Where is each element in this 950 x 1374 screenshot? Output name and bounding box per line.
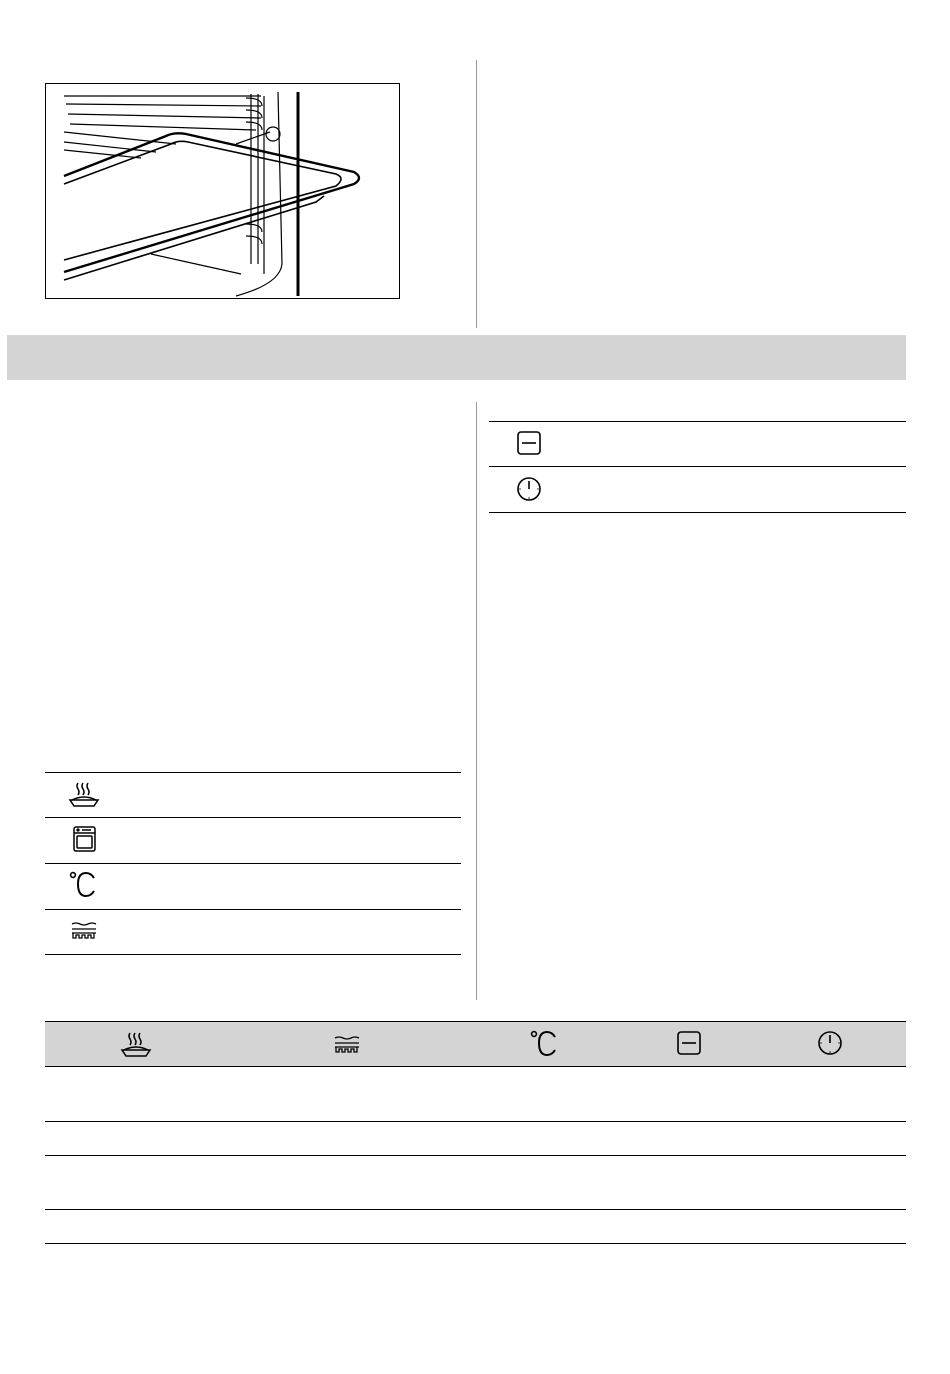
table-row <box>45 1121 906 1122</box>
right-list-rule <box>489 512 906 513</box>
celsius-icon <box>68 870 100 900</box>
left-list-rule <box>45 817 461 818</box>
left-list-rule <box>45 863 461 864</box>
left-list-rule <box>45 772 461 773</box>
clock-icon <box>817 1030 845 1058</box>
left-list-rule <box>45 909 461 910</box>
celsius-icon <box>529 1029 561 1059</box>
oven-icon <box>72 826 100 854</box>
heating-element-icon <box>333 1034 363 1058</box>
table-row <box>45 1243 906 1244</box>
table-header <box>45 1021 906 1067</box>
section-header-band <box>7 335 906 380</box>
dish-with-steam-icon <box>120 1030 152 1060</box>
left-list-rule <box>45 954 461 955</box>
right-list-rule <box>489 466 906 467</box>
clock-icon <box>516 476 544 504</box>
dish-with-steam-icon <box>68 780 100 810</box>
column-divider-top <box>476 60 477 328</box>
table-row <box>45 1155 906 1156</box>
oven-tray-illustration <box>45 83 400 299</box>
display-minus-icon <box>516 430 544 458</box>
column-divider-middle <box>476 402 477 1000</box>
display-minus-icon <box>676 1030 704 1058</box>
right-list-rule <box>489 421 906 422</box>
heating-element-icon <box>70 920 100 944</box>
table-row <box>45 1209 906 1210</box>
